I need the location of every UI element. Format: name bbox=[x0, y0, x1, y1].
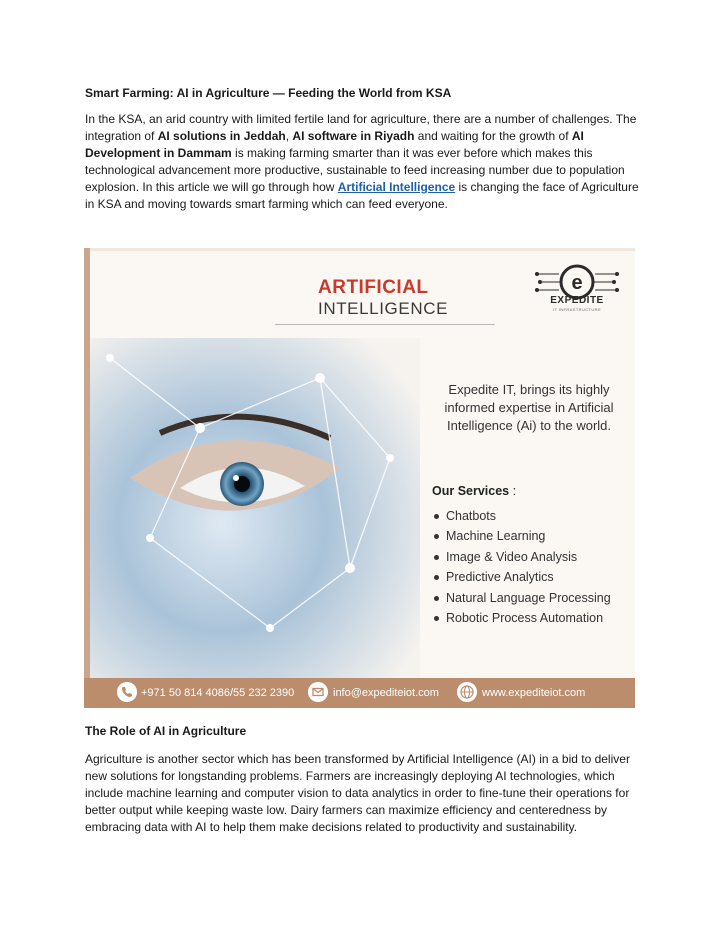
role-of-ai-paragraph: Agriculture is another sector which has been transformed by Artificial Intelligence (AI) in a bid to deliver new solutions for longstanding problems. Farmers are increasingly deploying AI technologies, which include machine learning and computer vision to data analytics in order to fine-tune their operations for better output while keeping waste low. Dairy farmers can maximize efficiency and centeredness by embracing data with AI to help them make decisions related to productivity and sustainability. bbox=[85, 752, 630, 834]
contact-email: info@expediteiot.com bbox=[333, 687, 439, 699]
banner-contact-bar bbox=[84, 678, 635, 708]
service-item: Chatbots bbox=[434, 506, 634, 526]
banner-top-strip bbox=[84, 248, 635, 251]
services-colon: : bbox=[509, 484, 517, 498]
artificial-intelligence-link[interactable]: Artificial Intelligence bbox=[337, 179, 456, 194]
eye-network-illustration bbox=[90, 338, 420, 678]
intro-text-3: and waiting for the growth of bbox=[414, 128, 572, 143]
service-item: Natural Language Processing bbox=[434, 588, 634, 608]
expedite-logo-icon bbox=[532, 262, 622, 322]
intro-text-5: is changing the face of Agriculture in KSA and moving towards smart farming which can feed everyone. bbox=[85, 179, 639, 211]
intro-text-1: In the KSA, an arid country with limited fertile land for agriculture, there are a number of challenges. The integration of bbox=[85, 112, 637, 143]
service-item: Image & Video Analysis bbox=[434, 547, 634, 567]
keyword-ai-development-dammam: AI Development in Dammam bbox=[85, 128, 584, 160]
contact-website: www.expediteiot.com bbox=[482, 687, 586, 699]
ai-banner-image bbox=[84, 248, 635, 708]
service-item: Machine Learning bbox=[434, 526, 634, 546]
title-divider bbox=[275, 324, 495, 325]
keyword-ai-solutions-jeddah: AI solutions in Jeddah bbox=[157, 128, 286, 143]
services-title-text: Our Services bbox=[432, 484, 510, 498]
services-heading bbox=[432, 484, 516, 498]
banner-title-intelligence: INTELLIGENCE bbox=[318, 299, 449, 318]
svg-text:e: e bbox=[571, 272, 583, 294]
service-item: Robotic Process Automation bbox=[434, 608, 634, 628]
article-title: Smart Farming: AI in Agriculture — Feeding the World from KSA bbox=[85, 86, 452, 100]
logo-name: EXPEDITE bbox=[550, 295, 604, 306]
intro-text-4: is making farming smarter than it was ever before which makes this technological advancement more productive, sustainable to feed increasing number due to population explosion. In this article we will go through how bbox=[85, 145, 625, 194]
intro-paragraph bbox=[85, 111, 640, 212]
intro-text-2: , bbox=[285, 128, 293, 143]
email-icon bbox=[308, 682, 328, 702]
phone-icon bbox=[117, 682, 137, 702]
banner-title-artificial: ARTIFICIAL bbox=[318, 277, 429, 298]
banner-tagline: Expedite IT, brings its highly informed expertise in Artificial Intelligence (Ai) to the world. bbox=[444, 382, 614, 433]
keyword-ai-software-riyadh: AI software in Riyadh bbox=[292, 128, 415, 143]
service-item: Predictive Analytics bbox=[434, 567, 634, 587]
services-list bbox=[434, 506, 634, 628]
logo-subtitle: IT INFRASTRUCTURE bbox=[552, 307, 602, 312]
section-heading-role-of-ai: The Role of AI in Agriculture bbox=[85, 724, 247, 738]
globe-icon bbox=[457, 682, 477, 702]
contact-phone: +971 50 814 4086/55 232 2390 bbox=[141, 687, 295, 699]
